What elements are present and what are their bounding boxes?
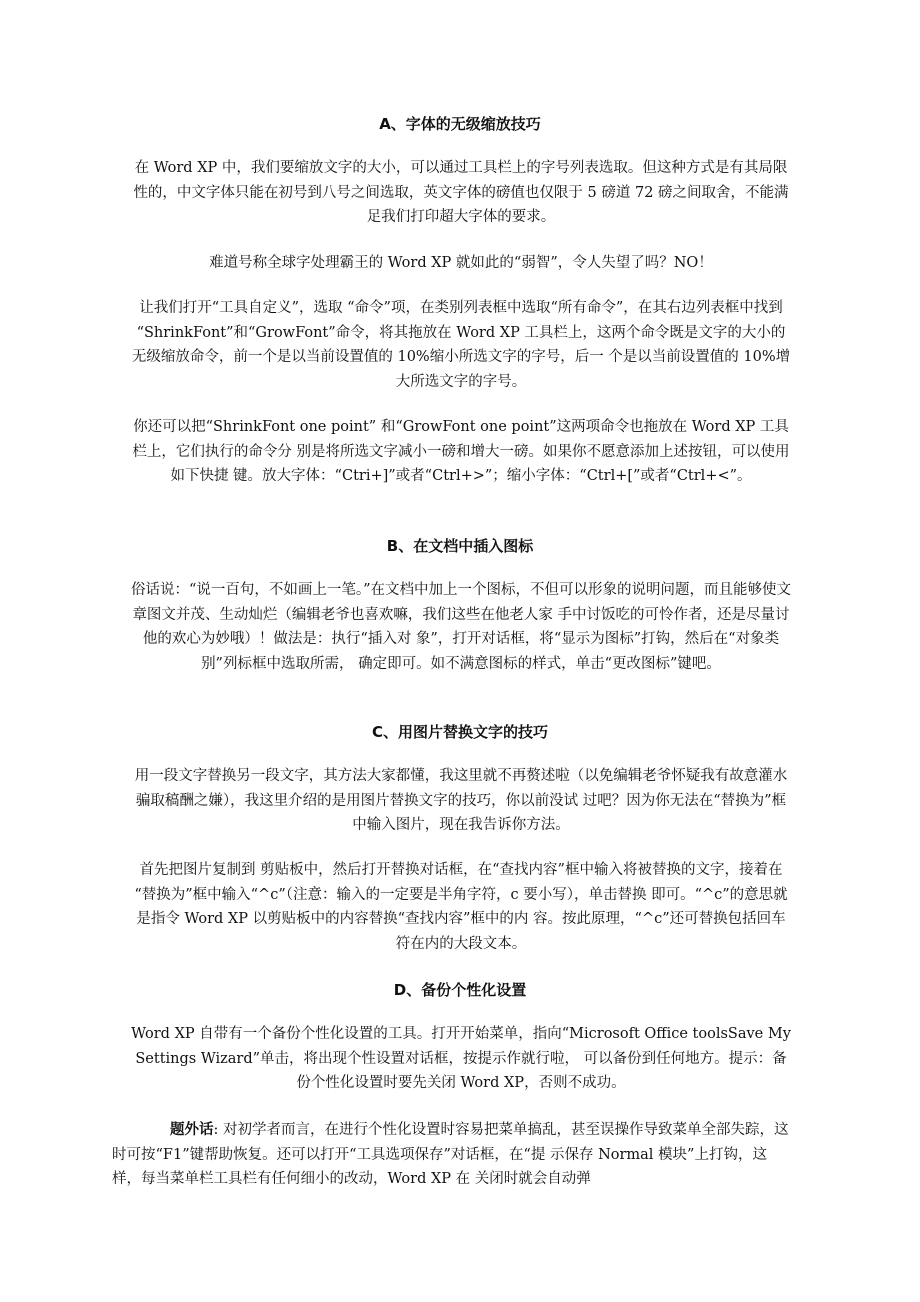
section-d-heading: D、备份个性化设置 — [393, 981, 527, 999]
section-d-paragraph-1: Word XP 自带有一个备份个性化设置的工具。打开开始菜单，指向“Microsoft Office toolsSave My Settings Wizard”单击，将出现个性设置对话框，按提示作就行啦， 可以备份到任何地方。提示：备份个性化设置时要先关闭 Word XP，否则不成功。 — [131, 1026, 791, 1092]
aside-paragraph — [112, 1118, 792, 1192]
section-c-heading: C、用图片替换文字的技巧 — [371, 723, 548, 741]
section-b-paragraph-1: 俗话说：“说一百句，不如画上一笔。”在文档中加上一个图标，不但可以形象的说明问题，而且能够使文章图文并茂、生动灿烂（编辑老爷也喜欢嘛，我们这些在他老人家 手中讨饭吃的可怜作者，还是尽量讨他的欢心为妙哦）！做法是：执行“插入对 象”，打开对话框，将“显示为图标”打钩，然后在“对象类别”列标框中选取所需， 确定即可。如不满意图标的样式，单击“更改图标”键吧。 — [130, 582, 792, 672]
section-c-paragraph-2: 首先把图片复制到 剪贴板中，然后打开替换对话框，在“查找内容”框中输入将被替换的文字，接着在 “替换为”框中输入“^c”（注意：输入的一定要是半角字符，c 要小写），单击替换 即可。“^c”的意思就是指令 Word XP 以剪贴板中的内容替换“查找内容”框中的内 容。按此原理，“^c”还可替换包括回车符在内的大段文本。 — [134, 862, 788, 952]
section-c-paragraph-1: 用一段文字替换另一段文字，其方法大家都懂，我这里就不再赘述啦（以免编辑老爷怀疑我有故意灌水骗取稿酬之嫌），我这里介绍的是用图片替换文字的技巧，你以前没试 过吧？因为你无法在“替换为”框中输入图片，现在我告诉你方法。 — [134, 768, 788, 834]
aside-text: : 对初学者而言，在进行个性化设置时容易把菜单搞乱，甚至误操作导致菜单全部失踪，这时可按“F1”键帮助恢复。还可以打开“工具选项保存”对话框，在“提 示保存 Normal 模块”上打钩，这样，每当菜单栏工具栏有任何细小的改动，Word XP 在 关闭时就会自动弹 — [112, 1122, 789, 1188]
section-a-paragraph-3: 让我们打开“工具自定义”，选取 “命令”项，在类别列表框中选取“所有命令”，在其右边列表框中找到 “ShrinkFont”和“GrowFont”命令，将其拖放在 Word XP 工具栏上，这两个命令既是文字的大小的无级缩放命令，前一个是以当前设置值的 10%缩小所选文字的字号，后一 个是以当前设置值的 10%增大所选文字的字号。 — [131, 300, 791, 390]
aside-lead: 题外话 — [170, 1122, 214, 1138]
section-a-paragraph-1: 在 Word XP 中，我们要缩放文字的大小，可以通过工具栏上的字号列表选取。但这种方式是有其局限性的，中文字体只能在初号到八号之间选取，英文字体的磅值也仅限于 5 磅道 72 磅之间取舍，不能满足我们打印超大字体的要求。 — [133, 160, 789, 226]
section-b-heading: B、在文档中插入图标 — [386, 537, 534, 555]
section-a-heading: A、字体的无级缩放技巧 — [379, 115, 541, 133]
section-a-paragraph-4: 你还可以把“ShrinkFont one point” 和“GrowFont one point”这两项命令也拖放在 Word XP 工具栏上，它们执行的命令分 别是将所选文字减小一磅和增大一磅。如果你不愿意添加上述按钮，可以使用如下快捷 键。放大字体：“Ctri+]”或者“Ctrl+>”；缩小字体：“Ctrl+[”或者“Ctrl+<”。 — [132, 419, 790, 485]
section-a-paragraph-2: 难道号称全球字处理霸王的 Word XP 就如此的“弱智”，令人失望了吗？NO！ — [209, 255, 713, 271]
